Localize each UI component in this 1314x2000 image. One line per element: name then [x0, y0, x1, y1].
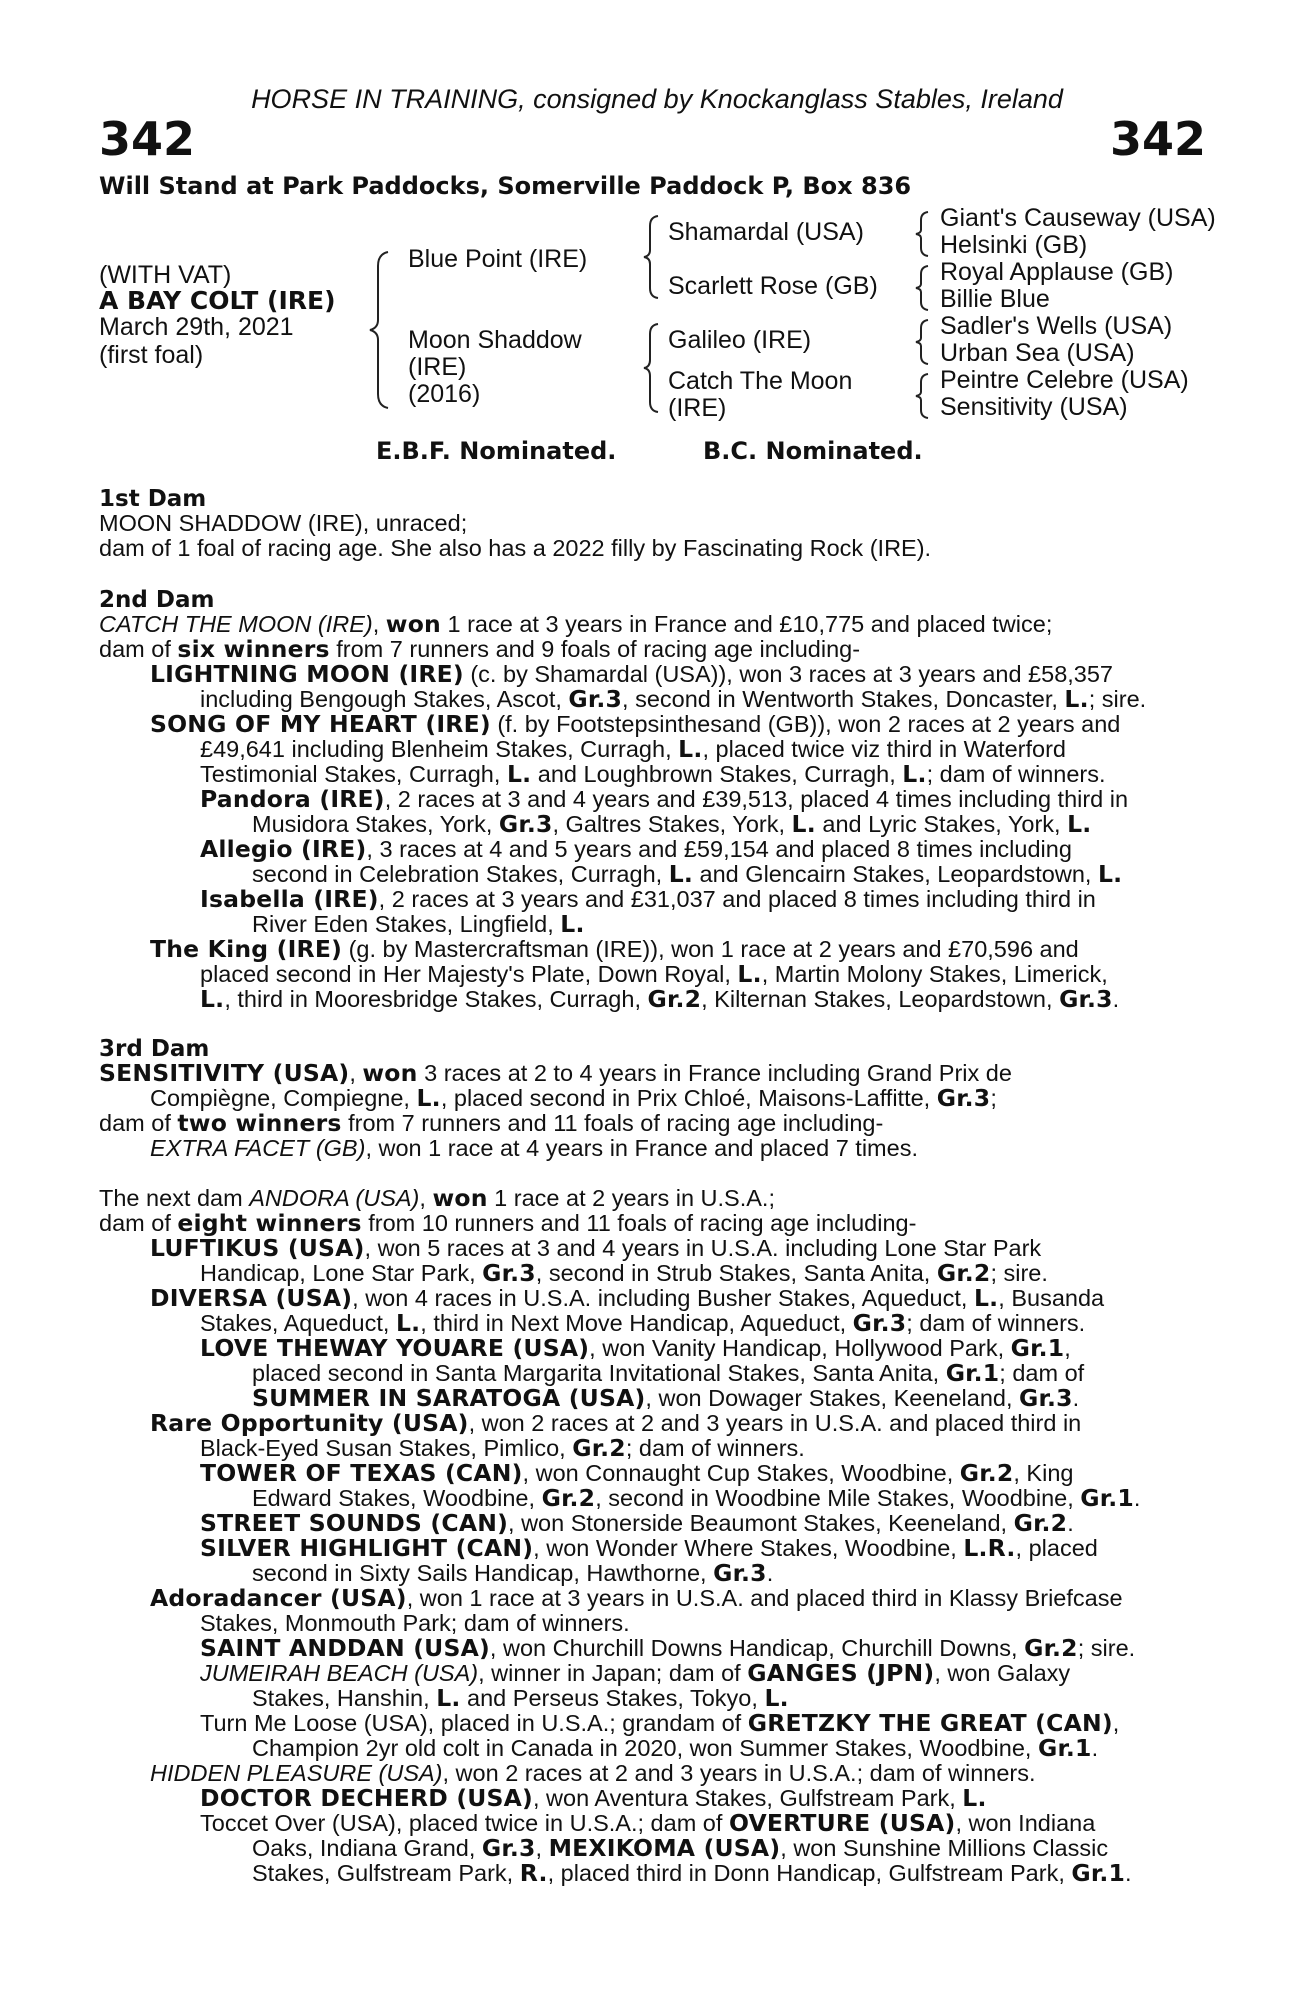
italic-text: CATCH THE MOON (IRE)	[99, 611, 373, 637]
bold-text: DIVERSA (USA)	[150, 1284, 353, 1312]
bold-text: Rare Opportunity (USA)	[150, 1409, 469, 1437]
text-run: .	[1125, 1860, 1132, 1886]
text-run: dam of	[99, 1210, 171, 1236]
text-run: , second in Wentworth Stakes, Doncaster,	[622, 686, 1058, 712]
second-dam-line1: CATCH THE MOON (IRE), won 1 race at 3 years in France and £10,775 and placed twice;	[99, 610, 1053, 638]
text-run: Toccet Over (USA), placed twice in U.S.A.; dam of	[200, 1810, 723, 1836]
text-run: ; sire.	[1088, 686, 1147, 712]
text-run: including Bengough Stakes, Ascot,	[200, 686, 562, 712]
text-run: , won Stonerside Beaumont Stakes, Keeneland,	[508, 1510, 1008, 1536]
text-run: , won 2 races at 2 and 3 years in U.S.A. and placed third in	[468, 1410, 1082, 1436]
adoradancer-line1	[0, 1586, 1314, 1611]
pandora-line2	[0, 812, 1314, 837]
summer-in-saratoga-line	[0, 1386, 1314, 1411]
pedigree-brace-sire	[640, 214, 664, 300]
bold-text: L.	[416, 1084, 441, 1112]
bold-text: L.	[973, 1284, 999, 1312]
bold-text: Gr.1	[1080, 1484, 1134, 1512]
text-run: , placed third in Donn Handicap, Gulfstream Park,	[547, 1860, 1065, 1886]
text-run: Stakes, Monmouth Park; dam of winners.	[200, 1610, 630, 1636]
bold-text: Gr.2	[1024, 1634, 1078, 1662]
bold-text: L.	[668, 860, 694, 888]
bold-text: won	[385, 610, 441, 638]
the-king-line3	[0, 987, 1314, 1012]
pedigree-dam-year: (2016)	[408, 380, 481, 408]
first-foal-note: (first foal)	[99, 341, 204, 369]
song-of-my-heart-line3	[0, 762, 1314, 787]
text-run: , winner in Japan; dam of	[478, 1660, 741, 1686]
lot-number-right: 342	[1109, 112, 1206, 166]
bold-text: won	[362, 1059, 418, 1087]
the-king-line2	[0, 962, 1314, 987]
text-run: Stakes, Hanshin,	[252, 1685, 430, 1711]
bold-text: DOCTOR DECHERD (USA)	[200, 1784, 533, 1812]
text-run: from 7 runners and 11 foals of racing age including-	[348, 1110, 884, 1136]
hidden-pleasure-line	[0, 1761, 1314, 1786]
bold-text: LUFTIKUS (USA)	[150, 1234, 365, 1262]
first-dam-line2: dam of 1 foal of racing age. She also has a 2022 filly by Fascinating Rock (IRE).	[99, 535, 932, 561]
text-run: , 3 races at 4 and 5 years and £59,154 and placed 8 times including	[366, 836, 1072, 862]
text-run: , Galtres Stakes, York,	[552, 811, 785, 837]
text-run: .	[1091, 1735, 1099, 1761]
bold-text: Gr.2	[541, 1484, 596, 1512]
bold-text: OVERTURE (USA)	[728, 1809, 956, 1837]
text-run: dam of	[99, 1110, 171, 1136]
adoradancer-line2	[0, 1611, 1314, 1636]
diversa-line1	[0, 1286, 1314, 1311]
bold-text: L.	[1067, 810, 1092, 838]
pedigree-dam-line1: Moon Shaddow	[408, 326, 582, 354]
bold-text: Gr.3	[713, 1559, 767, 1587]
bold-text: GRETZKY THE GREAT (CAN)	[747, 1709, 1113, 1737]
bold-text: Gr.3	[482, 1259, 536, 1287]
toccet-over-line3	[0, 1861, 1314, 1886]
bold-text: Gr.2	[1013, 1509, 1068, 1537]
bold-text: won	[432, 1184, 488, 1212]
text-run: The next dam	[99, 1185, 243, 1211]
bold-text: Gr.3	[481, 1834, 536, 1862]
text-run: , won Dowager Stakes, Keeneland,	[645, 1385, 1013, 1411]
jumeirah-beach-line1	[0, 1661, 1314, 1686]
allegio-line2	[0, 862, 1314, 887]
text-run: 1 race at 3 years in France and £10,775 and placed twice;	[447, 611, 1053, 637]
bold-text: Gr.1	[1037, 1734, 1092, 1762]
text-run: , second in Woodbine Mile Stakes, Woodbine,	[595, 1485, 1074, 1511]
isabella-line1	[0, 887, 1314, 912]
text-run: and Perseus Stakes, Tokyo,	[467, 1685, 758, 1711]
pedigree-brace-g12	[912, 210, 934, 258]
bold-text: Gr.3	[568, 685, 623, 713]
bold-text: Gr.2	[572, 1434, 626, 1462]
text-run: , placed second in Prix Chloé, Maisons-Laffitte,	[440, 1085, 931, 1111]
the-king-line1	[0, 937, 1314, 962]
love-theway-line2	[0, 1361, 1314, 1386]
doctor-decherd-line	[0, 1786, 1314, 1811]
song-of-my-heart-line2	[0, 737, 1314, 762]
text-run: (f. by Footstepsinthesand (GB)), won 2 races at 2 years and	[497, 711, 1121, 737]
bold-text: LOVE THEWAY YOUARE (USA)	[200, 1334, 590, 1362]
bold-text: L.	[764, 1684, 789, 1712]
text-run: ; sire.	[1077, 1635, 1136, 1661]
text-run: , won Sunshine Millions Classic	[780, 1835, 1109, 1861]
text-run: , won Aventura Stakes, Gulfstream Park,	[533, 1785, 956, 1811]
pedigree-g2: Helsinki (GB)	[940, 231, 1088, 259]
text-run: ; dam of	[999, 1360, 1085, 1386]
ebf-nomination: E.B.F. Nominated.	[376, 437, 617, 465]
bold-text: Gr.2	[647, 985, 702, 1013]
pedigree-dam-line2: (IRE)	[408, 353, 467, 381]
text-run: Stakes, Gulfstream Park,	[252, 1860, 514, 1886]
bold-text: MEXIKOMA (USA)	[548, 1834, 781, 1862]
bold-text: L.	[395, 1309, 421, 1337]
text-run: , third in Mooresbridge Stakes, Curragh,	[224, 986, 641, 1012]
italic-text: ANDORA (USA)	[249, 1185, 420, 1211]
allegio-line1	[0, 837, 1314, 862]
extra-facet-line	[0, 1136, 1314, 1161]
silver-highlight-line2	[0, 1561, 1314, 1586]
italic-text: JUMEIRAH BEACH (USA)	[200, 1660, 479, 1686]
pedigree-dam-dam-line2: (IRE)	[668, 394, 727, 422]
text-run: and Glencairn Stakes, Leopardstown,	[699, 861, 1092, 887]
text-run: from 7 runners and 9 foals of racing age including-	[336, 636, 861, 662]
bold-text: Gr.1	[1010, 1334, 1065, 1362]
pedigree-sire-dam: Scarlett Rose (GB)	[668, 272, 878, 300]
bold-text: Gr.3	[1019, 1384, 1073, 1412]
text-run: , won 1 race at 3 years in U.S.A. and placed third in Klassy Briefcase	[406, 1585, 1123, 1611]
text-run: Stakes, Aqueduct,	[200, 1310, 390, 1336]
pedigree-g6: Urban Sea (USA)	[940, 339, 1135, 367]
text-run: £49,641 including Blenheim Stakes, Curragh,	[200, 736, 672, 762]
turn-me-loose-line1	[0, 1711, 1314, 1736]
bold-text: six winners	[177, 635, 330, 663]
pedigree-g3: Royal Applause (GB)	[940, 258, 1174, 286]
diversa-line2	[0, 1311, 1314, 1336]
text-run: and Loughbrown Stakes, Curragh,	[537, 761, 896, 787]
pedigree-dam-dam-line1: Catch The Moon	[668, 367, 853, 395]
pedigree-brace-main	[366, 250, 396, 410]
luftikus-line1	[0, 1236, 1314, 1261]
pedigree-brace-g56	[912, 318, 934, 366]
tower-of-texas-line1	[0, 1461, 1314, 1486]
text-run: Edward Stakes, Woodbine,	[252, 1485, 536, 1511]
text-run: River Eden Stakes, Lingfield,	[252, 911, 554, 937]
saint-anddan-line	[0, 1636, 1314, 1661]
text-run: .	[1067, 1510, 1074, 1536]
pedigree-dam-sire: Galileo (IRE)	[668, 326, 812, 354]
bc-nomination: B.C. Nominated.	[703, 437, 923, 465]
bold-text: L.	[506, 760, 532, 788]
text-run: Compiègne, Compiegne,	[150, 1085, 410, 1111]
jumeirah-beach-line2	[0, 1686, 1314, 1711]
italic-text: HIDDEN PLEASURE (USA)	[150, 1760, 443, 1786]
text-run: Handicap, Lone Star Park,	[200, 1260, 476, 1286]
text-run: ,	[1112, 1710, 1120, 1736]
stand-location: Will Stand at Park Paddocks, Somerville Paddock P, Box 836	[99, 172, 912, 200]
horse-name: A BAY COLT (IRE)	[99, 286, 336, 315]
pandora-line1	[0, 787, 1314, 812]
bold-text: SONG OF MY HEART (IRE)	[150, 710, 491, 738]
text-run: (c. by Shamardal (USA)), won 3 races at 3 years and £58,357	[470, 661, 1114, 687]
italic-text: EXTRA FACET (GB)	[150, 1135, 366, 1161]
bold-text: Allegio (IRE)	[200, 835, 367, 863]
bold-text: The King (IRE)	[150, 935, 343, 963]
luftikus-line2	[0, 1261, 1314, 1286]
text-run: ; dam of winners.	[625, 1435, 805, 1461]
text-run: placed second in Santa Margarita Invitational Stakes, Santa Anita,	[252, 1360, 940, 1386]
street-sounds-line	[0, 1511, 1314, 1536]
pedigree-sire-sire: Shamardal (USA)	[668, 218, 864, 246]
text-run: , Busanda	[998, 1285, 1105, 1311]
text-run: .	[1112, 986, 1120, 1012]
bold-text: TOWER OF TEXAS (CAN)	[200, 1459, 523, 1487]
bold-text: Pandora (IRE)	[200, 785, 385, 813]
pedigree-g5: Sadler's Wells (USA)	[940, 312, 1173, 340]
bold-text: Gr.2	[936, 1259, 991, 1287]
bold-text: L.	[791, 810, 816, 838]
lightning-moon-line2	[0, 687, 1314, 712]
bold-text: L.	[902, 760, 927, 788]
sensitivity-line1: SENSITIVITY (USA), won 3 races at 2 to 4 years in France including Grand Prix de	[99, 1059, 1012, 1087]
next-dam-line2	[0, 1211, 1314, 1236]
song-of-my-heart-line1	[0, 712, 1314, 737]
text-run: ; dam of winners.	[926, 761, 1106, 787]
text-run: Turn Me Loose (USA), placed in U.S.A.; grandam of	[200, 1710, 742, 1736]
bold-text: Isabella (IRE)	[200, 885, 379, 913]
bold-text: two winners	[177, 1109, 342, 1137]
bold-text: L.	[200, 985, 225, 1013]
bold-text: Gr.2	[959, 1459, 1014, 1487]
bold-text: SENSITIVITY (USA)	[99, 1059, 350, 1087]
next-dam-line1: The next dam ANDORA (USA), won 1 race at 2 years in U.S.A.;	[99, 1184, 775, 1212]
text-run: second in Sixty Sails Handicap, Hawthorne,	[252, 1560, 707, 1586]
bold-text: SUMMER IN SARATOGA (USA)	[252, 1384, 646, 1412]
toccet-over-line1	[0, 1811, 1314, 1836]
text-run: ;	[990, 1085, 997, 1111]
love-theway-line1: LOVE THEWAY YOUARE (USA), won Vanity Handicap, Hollywood Park, Gr.1,	[200, 1334, 1071, 1362]
bold-text: Gr.3	[498, 810, 553, 838]
text-run: , placed	[1015, 1535, 1098, 1561]
bold-text: L.	[560, 910, 585, 938]
text-run: dam of	[99, 636, 171, 662]
text-run: , King	[1013, 1460, 1074, 1486]
pedigree-g7: Peintre Celebre (USA)	[940, 366, 1189, 394]
text-run: , won Churchill Downs Handicap, Churchill Downs,	[489, 1635, 1018, 1661]
isabella-line2	[0, 912, 1314, 937]
text-run: , won 5 races at 3 and 4 years in U.S.A. including Lone Star Park	[364, 1235, 1042, 1261]
bold-text: LIGHTNING MOON (IRE)	[150, 660, 464, 688]
toccet-over-line2	[0, 1836, 1314, 1861]
bold-text: eight winners	[177, 1209, 362, 1237]
bold-text: STREET SOUNDS (CAN)	[200, 1509, 509, 1537]
text-run: 3 races at 2 to 4 years in France including Grand Prix de	[424, 1060, 1012, 1086]
text-run: , won Wonder Where Stakes, Woodbine,	[533, 1535, 957, 1561]
text-run: , won Vanity Handicap, Hollywood Park,	[589, 1335, 1005, 1361]
text-run: ; sire.	[990, 1260, 1048, 1286]
text-run: , second in Strub Stakes, Santa Anita,	[535, 1260, 931, 1286]
rare-opportunity-line1	[0, 1411, 1314, 1436]
vat-note: (WITH VAT)	[99, 261, 232, 289]
text-run: Black-Eyed Susan Stakes, Pimlico,	[200, 1435, 566, 1461]
sensitivity-line3	[0, 1111, 1314, 1136]
text-run: placed second in Her Majesty's Plate, Down Royal,	[200, 961, 731, 987]
text-run: , 2 races at 3 years and £31,037 and placed 8 times including third in	[378, 886, 1096, 912]
bold-text: L.	[678, 735, 703, 763]
bold-text: L.	[737, 960, 762, 988]
silver-highlight-line1	[0, 1536, 1314, 1561]
turn-me-loose-line2	[0, 1736, 1314, 1761]
text-run: from 10 runners and 11 foals of racing age including-	[368, 1210, 917, 1236]
text-run: , won Galaxy	[934, 1660, 1071, 1686]
text-run: ; dam of winners.	[906, 1310, 1086, 1336]
bold-text: GANGES (JPN)	[747, 1659, 935, 1687]
bold-text: L.	[436, 1684, 461, 1712]
sensitivity-line2	[0, 1086, 1314, 1111]
bold-text: SILVER HIGHLIGHT (CAN)	[200, 1534, 534, 1562]
text-run: 1 race at 2 years in U.S.A.;	[494, 1185, 775, 1211]
pedigree-g1: Giant's Causeway (USA)	[940, 204, 1216, 232]
bold-text: Adoradancer (USA)	[150, 1584, 407, 1612]
bold-text: Gr.3	[936, 1084, 991, 1112]
pedigree-g4: Billie Blue	[940, 285, 1050, 313]
tower-of-texas-line2	[0, 1486, 1314, 1511]
first-dam-line1: MOON SHADDOW (IRE), unraced;	[99, 510, 468, 536]
bold-text: L.	[962, 1784, 987, 1812]
text-run: (g. by Mastercraftsman (IRE)), won 1 race at 2 years and £70,596 and	[348, 936, 1079, 962]
bold-text: L.	[1064, 685, 1089, 713]
pedigree-g8: Sensitivity (USA)	[940, 393, 1128, 421]
section-second-dam: 2nd Dam	[99, 587, 215, 613]
text-run: , won 1 race at 4 years in France and placed 7 times.	[365, 1135, 918, 1161]
text-run: , won 4 races in U.S.A. including Busher Stakes, Aqueduct,	[352, 1285, 968, 1311]
pedigree-brace-g34	[912, 264, 934, 312]
lot-number-left: 342	[99, 112, 196, 166]
bold-text: Gr.1	[945, 1359, 1000, 1387]
text-run: , placed twice viz third in Waterford	[702, 736, 1066, 762]
bold-text: L.R.	[963, 1534, 1016, 1562]
pedigree-sire: Blue Point (IRE)	[408, 245, 588, 273]
text-run: , Martin Molony Stakes, Limerick,	[761, 961, 1108, 987]
section-third-dam: 3rd Dam	[99, 1036, 210, 1062]
consignment-header: HORSE IN TRAINING, consigned by Knockanglass Stables, Ireland	[251, 84, 1063, 114]
text-run: , won Connaught Cup Stakes, Woodbine,	[522, 1460, 954, 1486]
text-run: Champion 2yr old colt in Canada in 2020, won Summer Stakes, Woodbine,	[252, 1735, 1032, 1761]
pedigree-brace-dam	[640, 322, 664, 414]
second-dam-line2	[0, 637, 1314, 662]
bold-text: Gr.3	[852, 1309, 907, 1337]
text-run: and Lyric Stakes, York,	[822, 811, 1061, 837]
bold-text: SAINT ANDDAN (USA)	[200, 1634, 490, 1662]
section-first-dam: 1st Dam	[99, 486, 207, 512]
text-run: .	[1072, 1385, 1080, 1411]
text-run: Musidora Stakes, York,	[252, 811, 493, 837]
text-run: Oaks, Indiana Grand,	[252, 1835, 476, 1861]
text-run: Testimonial Stakes, Curragh,	[200, 761, 501, 787]
bold-text: Gr.3	[1059, 985, 1113, 1013]
text-run: .	[766, 1560, 774, 1586]
foaling-date: March 29th, 2021	[99, 313, 294, 341]
rare-opportunity-line2	[0, 1436, 1314, 1461]
text-run: , won 2 races at 2 and 3 years in U.S.A.; dam of winners.	[442, 1760, 1036, 1786]
text-run: , third in Next Move Handicap, Aqueduct,	[420, 1310, 847, 1336]
text-run: , 2 races at 3 and 4 years and £39,513, placed 4 times including third in	[384, 786, 1129, 812]
pedigree-brace-g78	[912, 372, 934, 420]
lightning-moon-line1	[0, 662, 1314, 687]
bold-text: Gr.1	[1071, 1859, 1125, 1887]
bold-text: L.	[1097, 860, 1123, 888]
text-run: .	[1133, 1485, 1141, 1511]
text-run: , Kilternan Stakes, Leopardstown,	[701, 986, 1053, 1012]
text-run: second in Celebration Stakes, Curragh,	[252, 861, 663, 887]
text-run: , won Indiana	[955, 1810, 1096, 1836]
bold-text: R.	[519, 1859, 548, 1887]
text-run: ,	[535, 1835, 543, 1861]
